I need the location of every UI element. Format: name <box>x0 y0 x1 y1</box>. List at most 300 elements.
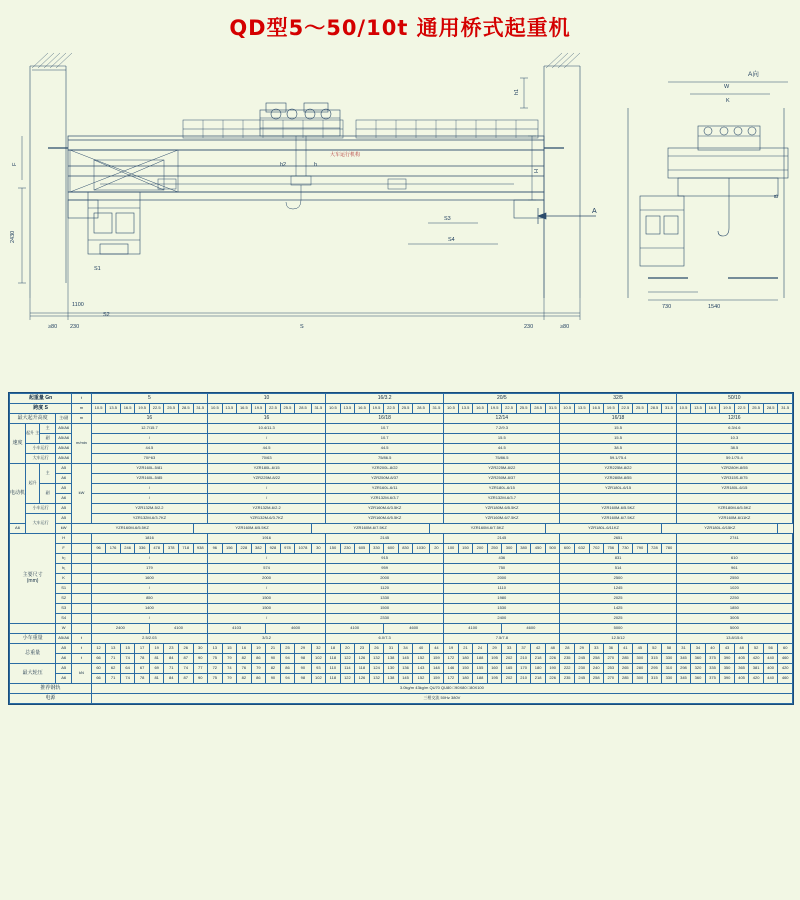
speed-trolley-val: 44.5 <box>91 444 207 454</box>
wheel-a5-cell: 310 <box>662 664 677 674</box>
wheel-a5-cell: 420 <box>778 664 793 674</box>
wheel-a6-cell: 245 <box>574 654 589 664</box>
view-arrow-A: A <box>592 208 597 215</box>
motor-sub-1: YZR180L-6/15 <box>676 484 792 494</box>
dim-label-S1: S1 <box>94 266 101 272</box>
row-label-motor: 电动机 <box>10 464 26 524</box>
speed-crane-val: 75/86.5 <box>444 454 560 464</box>
span-cell: 25.5 <box>633 404 648 414</box>
dim-H: 1916 <box>208 534 326 544</box>
motor-crane-2: YZR160M-6/5.5KZ <box>72 524 193 534</box>
dim-label-h2: h2 <box>280 162 287 168</box>
motor-main-2: YZR250M-8/37 <box>444 474 560 484</box>
total-weight-cell: 30 <box>193 644 208 654</box>
span-cell: 28.5 <box>647 404 662 414</box>
span-cell: 31.5 <box>429 404 444 414</box>
motor-sub-2 <box>676 494 792 504</box>
dim-F-cell: 330 <box>369 544 384 554</box>
span-cell: 10.5 <box>208 404 223 414</box>
wheel-a5-cell: 155 <box>473 664 488 674</box>
dim-S1: / <box>208 584 326 594</box>
dim-F-cell: 718 <box>178 544 193 554</box>
wheel-a6b-cell: 245 <box>574 674 589 684</box>
motor-main-2: YZR250M-8/37 <box>326 474 444 484</box>
dim-F-cell: 30 <box>311 544 326 554</box>
note-crane-travel: 大车运行机构 <box>330 152 361 158</box>
span-cell: 28.5 <box>531 404 546 414</box>
wheel-a6b-cell: 195 <box>487 674 502 684</box>
wheel-a6-cell: 235 <box>560 654 575 664</box>
motor-sub-1: YZR160L-6/11 <box>326 484 444 494</box>
total-weight-cell: 48 <box>545 644 560 654</box>
wheel-a5-cell: 114 <box>340 664 355 674</box>
dim-K: 2000 <box>444 574 560 584</box>
dim-S3: 1500 <box>326 604 444 614</box>
motor-sub-2: YZR132M-6/3.7 <box>444 494 560 504</box>
span-cell: 31.5 <box>545 404 560 414</box>
dim-F-cell: 150 <box>458 544 473 554</box>
dim-F-cell: 378 <box>164 544 179 554</box>
speed-sub-val: 10.3 <box>676 434 792 444</box>
span-cell: 19.5 <box>487 404 502 414</box>
row-label-trolley-travel: 小车运行 <box>26 444 56 454</box>
wheel-a6-cell: 87 <box>178 654 193 664</box>
table-row-motor-sub-1: 副 A5 / / YZR160L-6/11 YZR180L-6/15 YZR180L-6/15 YZR180L-6/15 <box>10 484 793 494</box>
wheel-a6b-cell: 94 <box>280 674 295 684</box>
span-cell: 22.5 <box>734 404 749 414</box>
dim-h1: 959 <box>326 564 444 574</box>
rail-value: 3.0kg/m 43kg/m QU70 QU80 □90X80 □80X100 <box>91 684 792 694</box>
capacity-5: 5 <box>91 394 207 404</box>
dim-F-cell: 100 <box>444 544 459 554</box>
wheel-a6b-cell: 315 <box>647 674 662 684</box>
dim-S1: 1020 <box>676 584 792 594</box>
span-cell: 16.5 <box>473 404 488 414</box>
capacity-32: 32/5 <box>560 394 676 404</box>
table-row-dim-W: W 2400 4100 4103 4600 4100 4600 4100 4600 5000 5000 <box>10 624 793 634</box>
dim-S1: / <box>91 584 207 594</box>
wheel-a6-cell: 132 <box>369 654 384 664</box>
total-weight-cell: 24 <box>473 644 488 654</box>
wheel-a5-cell: 110 <box>326 664 341 674</box>
dim-h2: 831 <box>560 554 676 564</box>
dim-S4: / <box>208 614 326 624</box>
dim-label-S2: S2 <box>103 312 110 318</box>
dim-F-cell: 632 <box>574 544 589 554</box>
dim-K: 2550 <box>676 574 792 584</box>
span-cell: 13.5 <box>574 404 589 414</box>
lift-height-val: 16 <box>91 414 207 424</box>
speed-main-val: 7.2/9.3 <box>444 424 560 434</box>
wheel-a5-cell: 82 <box>266 664 281 674</box>
row-label-main-sub: 主/副 <box>56 414 72 424</box>
wheel-a5-cell: 335 <box>705 664 720 674</box>
wheel-a5-cell: 265 <box>618 664 633 674</box>
dim-F-cell: 1030 <box>413 544 429 554</box>
dim-F-cell: 450 <box>531 544 546 554</box>
dim-S4: 2025 <box>560 614 676 624</box>
dim-h2: / <box>208 554 326 564</box>
dim-h1: 961 <box>676 564 792 574</box>
dim-W: 4600 <box>384 624 444 634</box>
span-cell: 28.5 <box>413 404 429 414</box>
row-label-motor-crane: 大车运行 <box>26 514 56 534</box>
wheel-a6-cell: 285 <box>618 654 633 664</box>
speed-sub-val: 15.5 <box>560 434 676 444</box>
wheel-a6-cell: 202 <box>502 654 517 664</box>
dim-F-cell: 780 <box>662 544 677 554</box>
wheel-a6-cell: 66 <box>91 654 106 664</box>
wheel-a6-cell: 270 <box>604 654 619 664</box>
dim-h1: 574 <box>208 564 326 574</box>
speed-crane-val: 75/86.5 <box>326 454 444 464</box>
dim-F-cell: 928 <box>266 544 281 554</box>
span-cell: 13.5 <box>691 404 706 414</box>
table-row-motor-sub-2: A6 / / YZR132M-6/3.7 YZR132M-6/3.7 <box>10 494 793 504</box>
span-cell: 31.5 <box>193 404 208 414</box>
span-cell: 19.5 <box>251 404 266 414</box>
wheel-a6b-cell: 420 <box>749 674 764 684</box>
wheel-a5-cell: 148 <box>429 664 444 674</box>
wheel-a6b-cell: 118 <box>326 674 341 684</box>
wheel-a6b-cell: 460 <box>778 674 793 684</box>
dim-W: 4103 <box>208 624 266 634</box>
dim-S2: 2025 <box>560 594 676 604</box>
dim-label-K: K <box>726 98 730 104</box>
speed-trolley-val: 44.5 <box>326 444 444 454</box>
total-weight-cell: 31 <box>384 644 399 654</box>
wheel-a6-cell: 78 <box>135 654 150 664</box>
wheel-a5-cell: 71 <box>164 664 179 674</box>
wheel-a6b-cell: 360 <box>691 674 706 684</box>
table-row-trolley-weight: 小车重量 A5/A6 t 2.5/2.03 3/3.2 6.0/7.3 7.5/7.8 12.5/12 13.8/15.6 <box>10 634 793 644</box>
motor-crane: YZR132M-6/3.7KZ <box>91 514 207 524</box>
dim-S3: 1400 <box>91 604 207 614</box>
total-weight-cell: 33 <box>589 644 604 654</box>
total-weight-cell: 29 <box>574 644 589 654</box>
table-row-dim-H: 主要尺寸 (mm) H 1816 1916 2145 2145 2651 2741 <box>10 534 793 544</box>
trolley-weight: 7.5/7.8 <box>444 634 560 644</box>
dim-label-right-edge: ≥80 <box>560 324 570 330</box>
wheel-a6b-cell: 138 <box>384 674 399 684</box>
wheel-a5-cell: 253 <box>604 664 619 674</box>
wheel-a5-cell: 180 <box>531 664 546 674</box>
total-weight-cell: 20 <box>340 644 355 654</box>
motor-trolley: YZR132M-5/2.2 <box>91 504 207 514</box>
wheel-a6b-cell: 90 <box>193 674 208 684</box>
total-weight-cell: 28 <box>560 644 575 654</box>
speed-crane-val: 70/*63 <box>91 454 207 464</box>
dim-F-cell: 605 <box>355 544 370 554</box>
wheel-a6-cell: 300 <box>633 654 648 664</box>
table-row-dim-S1: S1 / / 1120 1110 1245 1020 <box>10 584 793 594</box>
lift-height-val: 16 <box>208 414 326 424</box>
table-row-dim-h1: h₁ 179 574 959 750 514 961 <box>10 564 793 574</box>
span-cell: 19.5 <box>604 404 619 414</box>
wheel-a6b-cell: 300 <box>633 674 648 684</box>
trolley-weight: 12.5/12 <box>560 634 676 644</box>
total-weight-cell: 31 <box>676 644 691 654</box>
motor-sub-1: YZR180L-6/15 <box>560 484 676 494</box>
dim-h1: 750 <box>444 564 560 574</box>
row-label-motor-trolley: 小车运行 <box>26 504 56 514</box>
wheel-a6-cell: 195 <box>487 654 502 664</box>
dim-S4: 2400 <box>444 614 560 624</box>
wheel-a5-cell: 79 <box>251 664 266 674</box>
wheel-a5-cell: 86 <box>280 664 295 674</box>
wheel-a6b-cell: 285 <box>618 674 633 684</box>
span-cell: 10.5 <box>91 404 106 414</box>
wheel-a6b-cell: 405 <box>734 674 749 684</box>
span-cell: 19.5 <box>369 404 384 414</box>
dim-F-cell: 382 <box>251 544 266 554</box>
total-weight-cell: 25 <box>280 644 295 654</box>
dim-W: 4100 <box>149 624 207 634</box>
wheel-a5-cell: 222 <box>560 664 575 674</box>
dim-h1: 179 <box>91 564 207 574</box>
wheel-a6b-cell: 122 <box>340 674 355 684</box>
motor-main-2: YZR315S-8/75 <box>676 474 792 484</box>
wheel-a5-cell: 74 <box>178 664 193 674</box>
wheel-a6-cell: 188 <box>473 654 488 664</box>
span-cell: 22.5 <box>384 404 399 414</box>
dim-W: 4600 <box>502 624 560 634</box>
wheel-a6-cell: 159 <box>429 654 444 664</box>
total-weight-cell: 23 <box>164 644 179 654</box>
wheel-a6-cell: 375 <box>705 654 720 664</box>
trolley-weight: 13.8/15.6 <box>676 634 792 644</box>
wheel-a6b-cell: 78 <box>135 674 150 684</box>
wheel-a6b-cell: 74 <box>120 674 135 684</box>
total-weight-cell: 26 <box>369 644 384 654</box>
speed-main-val: 6.3/4.6 <box>676 424 792 434</box>
wheel-a6b-cell: 102 <box>311 674 326 684</box>
dim-F-cell: 756 <box>604 544 619 554</box>
row-label-wheel-load: 最大轮压 <box>10 664 56 684</box>
wheel-a5-cell: 146 <box>444 664 459 674</box>
speed-main-val: 10.4/11.3 <box>208 424 326 434</box>
dim-S1: 1120 <box>326 584 444 594</box>
motor-crane-2: YZR180L-6/11KZ <box>545 524 661 534</box>
wheel-a6b-cell: 188 <box>473 674 488 684</box>
wheel-a6b-cell: 390 <box>720 674 735 684</box>
dim-S4: 2330 <box>326 614 444 624</box>
dim-label-S3: S3 <box>444 216 451 222</box>
dim-H: 2651 <box>560 534 676 544</box>
dim-H: 2145 <box>444 534 560 544</box>
span-cell: 25.5 <box>280 404 295 414</box>
table-row-wheel-load-a6: A6 66 71 74 78 81 84 87 90 75 79 82 86 90 94 98 102 118 122 126 132 138 145 152 159 172 180 188 195 202 210 218 226 235 245 258 270 285 300 315 330 345 360 375 390 405 420 440 460 <box>10 674 793 684</box>
speed-sub-val: / <box>91 434 207 444</box>
speed-sub-val: 15.5 <box>444 434 560 444</box>
span-cell: 13.5 <box>458 404 473 414</box>
motor-sub-1: YZR180L-6/15 <box>444 484 560 494</box>
table-row-dim-S3: S3 1400 1500 1500 1530 1425 1850 <box>10 604 793 614</box>
dim-W: 4100 <box>326 624 384 634</box>
wheel-a6-cell: 98 <box>295 654 311 664</box>
wheel-a5-cell: 350 <box>720 664 735 674</box>
capacity-50: 50/10 <box>676 394 792 404</box>
wheel-a6-cell: 71 <box>106 654 121 664</box>
wheel-a6b-cell: 159 <box>429 674 444 684</box>
total-weight-cell: 18 <box>326 644 341 654</box>
motor-crane-2: YZR160M-6/7.5KZ <box>311 524 429 534</box>
wheel-a5-cell: 230 <box>574 664 589 674</box>
motor-trolley: YZR160M-6/5.5KZ <box>560 504 676 514</box>
wheel-a5-cell: 240 <box>589 664 604 674</box>
span-cell: 13.5 <box>222 404 237 414</box>
dim-F-cell: 20 <box>429 544 444 554</box>
motor-main-2: YZR280M-8/55 <box>560 474 676 484</box>
motor-main-1: YZR200L-8/22 <box>326 464 444 474</box>
table-row-dim-F: F 96 176 246 336 478 378 718 938 96 156 228 382 928 978 1078 30 150 230 605 330 600 830 1030 20 100 150 200 250 300 380 450 500 600 632 702 756 730 790 728 780 <box>10 544 793 554</box>
dim-label-B: B <box>774 194 780 198</box>
table-row-power <box>10 694 793 704</box>
motor-sub-2 <box>560 494 676 504</box>
dim-S2: 850 <box>91 594 207 604</box>
total-weight-cell: 52 <box>647 644 662 654</box>
span-cell: 25.5 <box>164 404 179 414</box>
wheel-a6-cell: 79 <box>222 654 237 664</box>
dim-label-230-left: 230 <box>70 324 80 330</box>
dim-F-cell: 150 <box>326 544 341 554</box>
table-row-capacity: 起重量 Gn t 5 10 16/3.2 20/5 32/5 50/10 <box>10 394 793 404</box>
row-label-speed: 速度 <box>10 424 26 464</box>
wheel-a6b-cell: 375 <box>705 674 720 684</box>
motor-crane: YZR160M-6/7.5KZ <box>444 514 560 524</box>
wheel-a6b-cell: 172 <box>444 674 459 684</box>
motor-crane-2: YZR160M-6/7.5KZ <box>429 524 545 534</box>
span-cell: 16.5 <box>705 404 720 414</box>
wheel-a5-cell: 130 <box>384 664 399 674</box>
total-weight-cell: 15 <box>120 644 135 654</box>
wheel-a5-cell: 295 <box>647 664 662 674</box>
dim-F-cell: 230 <box>340 544 355 554</box>
trolley-weight: 3/3.2 <box>208 634 326 644</box>
dim-K: 2000 <box>326 574 444 584</box>
dim-label-h: h <box>314 162 318 168</box>
motor-trolley: YZR160M-6/3.5KZ <box>326 504 444 514</box>
table-row-speed-sub: 副 A5/A6 / / 10.7 15.5 15.5 10.3 <box>10 434 793 444</box>
table-row-lift-height: 最大起升高度 主/副 m 16 16 16/18 12/14 16/18 12/16 <box>10 414 793 424</box>
span-cell: 31.5 <box>778 404 793 414</box>
wheel-a5-cell: 320 <box>691 664 706 674</box>
speed-main-val: 12.7/15.7 <box>91 424 207 434</box>
wheel-a6-cell: 460 <box>778 654 793 664</box>
speed-trolley-val: 44.5 <box>208 444 326 454</box>
total-weight-cell: 43 <box>720 644 735 654</box>
view-label-A: A向 <box>748 71 759 78</box>
span-cell: 16.5 <box>355 404 370 414</box>
motor-crane: YZR160M-6/5.5KZ <box>326 514 444 524</box>
dim-S2: 2250 <box>676 594 792 604</box>
total-weight-cell: 45 <box>633 644 648 654</box>
dim-W: 5000 <box>560 624 676 634</box>
dim-label-h1: h1 <box>514 88 520 95</box>
dim-H: 2145 <box>326 534 444 544</box>
wheel-a6b-cell: 75 <box>208 674 223 684</box>
table-row-motor-main-2: A6 YZR160L-5/85 YZR225M-8/22 YZR250M-8/37 YZR250M-8/37 YZR280M-8/55 YZR315S-8/75 <box>10 474 793 484</box>
wheel-a6b-cell: 218 <box>531 674 546 684</box>
dim-label-2430: 2430 <box>10 230 16 243</box>
span-cell: 28.5 <box>763 404 778 414</box>
motor-main-1: YZR225M-8/22 <box>560 464 676 474</box>
speed-trolley-val: 38.5 <box>676 444 792 454</box>
dim-F-cell: 96 <box>91 544 106 554</box>
wheel-a6-cell: 94 <box>280 654 295 664</box>
wheel-a5-cell: 93 <box>311 664 326 674</box>
motor-main-1: YZR160L-5/81 <box>91 464 207 474</box>
dim-F-cell: 228 <box>237 544 252 554</box>
wheel-a5-cell: 381 <box>749 664 764 674</box>
dim-F-cell: 500 <box>545 544 560 554</box>
table-row-speed-crane: 大车运行 A5/A6 70/*63 70/63 75/86.5 75/86.5 59.1/75.4 59.1/75.4 <box>10 454 793 464</box>
table-row-motor-main-1: 电动机 起升 主 A5 kW YZR160L-5/81 YZR180L-6/15 YZR200L-8/22 YZR225M-8/22 YZR225M-8/22 YZR280H-8/55 <box>10 464 793 474</box>
dim-F-cell: 156 <box>222 544 237 554</box>
spec-table-container <box>8 392 794 705</box>
wheel-a6b-cell: 90 <box>266 674 281 684</box>
wheel-a6b-cell: 82 <box>237 674 252 684</box>
dim-W: 5000 <box>676 624 792 634</box>
speed-sub-val: 10.7 <box>326 434 444 444</box>
total-weight-cell: 44 <box>429 644 444 654</box>
motor-crane: YZR160M-6/7.5KZ <box>560 514 676 524</box>
wheel-a6b-cell: 66 <box>91 674 106 684</box>
speed-crane-val: 59.1/75.4 <box>560 454 676 464</box>
dim-F-cell: 730 <box>618 544 633 554</box>
table-row-dim-S2: S2 850 1500 1330 1980 2025 2250 <box>10 594 793 604</box>
total-weight-cell: 15 <box>222 644 237 654</box>
span-cell: 13.5 <box>340 404 355 414</box>
wheel-a6-cell: 405 <box>734 654 749 664</box>
wheel-a6b-cell: 132 <box>369 674 384 684</box>
wheel-a6-cell: 390 <box>720 654 735 664</box>
wheel-a5-cell: 67 <box>135 664 150 674</box>
dim-F-cell: 336 <box>135 544 150 554</box>
motor-main-1: YZR225M-8/22 <box>444 464 560 474</box>
wheel-a6-cell: 152 <box>413 654 429 664</box>
total-weight-cell: 17 <box>135 644 150 654</box>
table-row-total-weight-a5: 总重量 A5 t 12 13 15 17 19 23 26 30 13 15 16 19 21 25 29 32 18 20 23 26 31 34 40 44 19 21 24 29 33 37 42 48 28 29 33 36 41 45 52 58 31 34 40 43 48 52 56 60 <box>10 644 793 654</box>
wheel-a6b-cell: 202 <box>502 674 517 684</box>
lift-height-val: 16/18 <box>560 414 676 424</box>
wheel-a6b-cell: 145 <box>398 674 413 684</box>
motor-main-2: YZR225M-8/22 <box>208 474 326 484</box>
wheel-a6b-cell: 210 <box>516 674 531 684</box>
row-label-crane-travel: 大车运行 <box>26 454 56 464</box>
total-weight-cell: 34 <box>398 644 413 654</box>
span-cell: 28.5 <box>178 404 193 414</box>
total-weight-cell: 29 <box>487 644 502 654</box>
dim-F-cell: 1078 <box>295 544 311 554</box>
wheel-a6-cell: 218 <box>531 654 546 664</box>
span-cell: 10.5 <box>560 404 575 414</box>
wheel-a6-cell: 330 <box>662 654 677 664</box>
wheel-a6-cell: 258 <box>589 654 604 664</box>
wheel-a6b-cell: 330 <box>662 674 677 684</box>
dim-S4: 3005 <box>676 614 792 624</box>
capacity-16: 16/3.2 <box>326 394 444 404</box>
span-cell: 22.5 <box>266 404 281 414</box>
total-weight-cell: 33 <box>502 644 517 654</box>
dim-S2: 1980 <box>444 594 560 604</box>
total-weight-cell: 19 <box>149 644 164 654</box>
dim-F-cell: 96 <box>208 544 223 554</box>
wheel-a6b-cell: 87 <box>178 674 193 684</box>
motor-sub-2: / <box>208 494 326 504</box>
span-cell: 22.5 <box>618 404 633 414</box>
wheel-a6b-cell: 258 <box>589 674 604 684</box>
